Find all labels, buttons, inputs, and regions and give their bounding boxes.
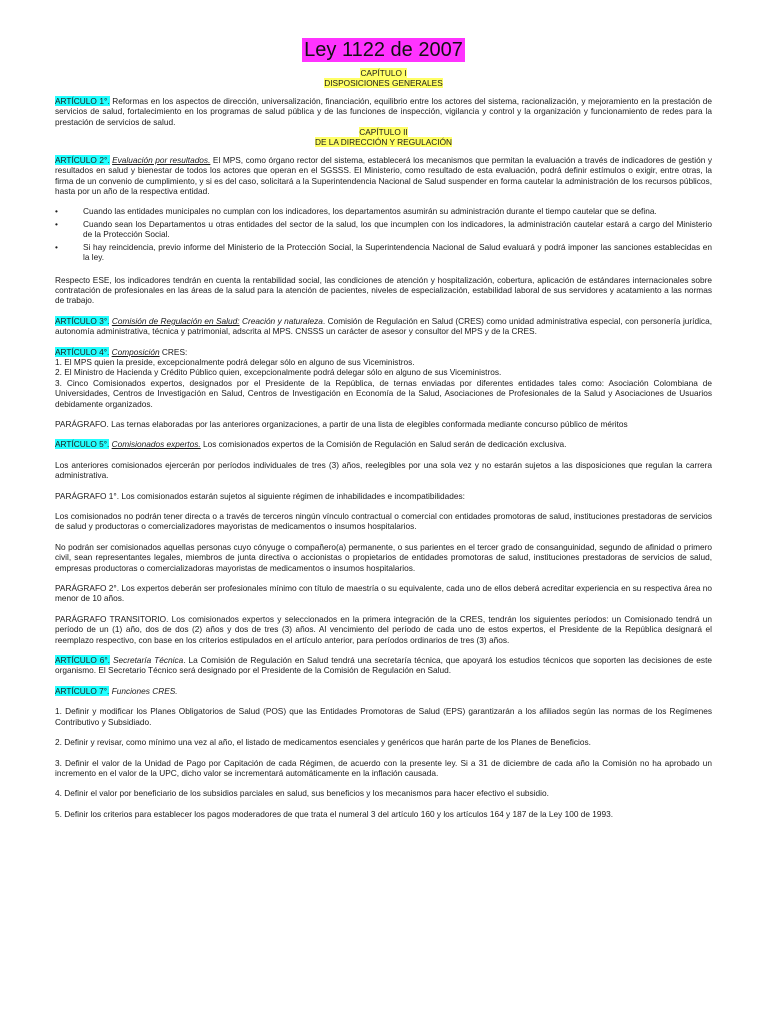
chapter-1-name: DISPOSICIONES GENERALES (324, 78, 443, 89)
article-4-paragrafo: PARÁGRAFO. Las ternas elaboradas por las anteriores organizaciones, a partir de una lista de elegibles conformada mediante concurso público de méritos (55, 418, 628, 429)
article-4: ARTÍCULO 4°. Composición CRES: (55, 346, 188, 357)
article-5-label: ARTÍCULO 5°. (55, 439, 110, 450)
article-2-label: ARTÍCULO 2°. (55, 154, 110, 165)
document-page (55, 38, 712, 819)
list-item: • Si hay reincidencia, previo informe del Ministerio de la Protección Social, la Superintendencia Nacional de Salud evaluará y podrá imponer las sanciones establecidas en la ley. (55, 241, 712, 263)
article-4-item-1: 1. El MPS quien la preside, excepcionalmente podrá delegar sólo en alguno de sus Viceministros. (55, 356, 415, 367)
article-7-item-5: 5. Definir los criterios para establecer los pagos moderadores de que trata el numeral 3 del artículo 160 y los artículos 164 y 187 de la Ley 100 de 1993. (55, 808, 614, 819)
article-6-label: ARTÍCULO 6°. (55, 655, 110, 666)
article-1-label: ARTÍCULO 1°. (55, 95, 110, 106)
article-5: ARTÍCULO 5°. Comisionados expertos. Los comisionados expertos de la Comisión de Regulación en Salud serán de dedicación exclusiva. (55, 439, 567, 450)
article-5-p4: No podrán ser comisionados aquellas personas cuyo cónyuge o compañero(a) permanente, o sus parientes en el tercer grado de consanguinidad, segundo de afinidad o primero civil, sean representantes legales, miembros de junta directiva o accionistas o propietarios de entidades promotoras de salud, instituciones prestadoras de servicios de salud, empresas productoras o comercializadoras mayoristas de medicamentos o insumos hospitalarios. (55, 541, 712, 573)
article-7-label: ARTÍCULO 7°. (55, 685, 110, 696)
article-7 (55, 686, 712, 696)
article-5-p5: PARÁGRAFO 2°. Los expertos deberán ser profesionales mínimo con título de maestría o su equivalente, cada uno de ellos deberá acreditar experiencia en su respectiva área no menor de 10 años. (55, 583, 712, 604)
article-2-heading: Evaluación por resultados. (112, 154, 211, 165)
article-2-ese: Respecto ESE, los indicadores tendrán en cuenta la rentabilidad social, las condiciones de atención y hospitalización, cobertura, aplicación de estándares internacionales sobre contratación de profesionales en las áreas de la salud para la atención de pacientes, niveles de especialización, estabilidad laboral de sus servidores y acatamiento a las normas de trabajo. (55, 274, 712, 306)
article-5-heading: Comisionados expertos. (111, 439, 201, 450)
article-5-p3: Los comisionados no podrán tener directa o a través de terceros ningún vínculo contractual o comercial con entidades promotoras de salud, instituciones prestadoras de servicios de salud y productoras o comercializadores mayoristas de medicamentos o insumos hospitalarios. (55, 511, 712, 532)
list-item: • Cuando sean los Departamentos u otras entidades del sector de la salud, los que incumplen con los indicadores, la administración cautelar estará a cargo del Ministerio de la Protección Social. (55, 218, 712, 240)
article-5-p1: Los anteriores comisionados ejercerán por períodos individuales de tres (3) años, reelegibles por una sola vez y no estarán sujetos a las disposiciones que regulan la carrera administrativa. (55, 459, 712, 481)
article-2-bullets (55, 206, 712, 262)
article-2: ARTÍCULO 2°. Evaluación por resultados. El MPS, como órgano rector del sistema, establecerá los mecanismos que permitan la evaluación a través de indicadores de gestión y resultados en salud y bienestar de todos los actores que operan en el SGSSS. El Ministerio, como resultado de esta evaluación, podrá definir estímulos o exigir, entre otras, la firma de un convenio de cumplimiento, y si es del caso, solicitará a la Superintendencia Nacional de Salud suspender en forma cautelar la administración de los recursos públicos, hasta por un año de la respectiva entidad. (55, 154, 712, 197)
bullet-icon: • (55, 241, 58, 252)
bullet-icon: • (55, 206, 58, 217)
article-4-label: ARTÍCULO 4°. (55, 346, 110, 357)
bullet-icon: • (55, 218, 58, 229)
article-7-item-2: 2. Definir y revisar, como mínimo una vez al año, el listado de medicamentos esenciales y genéricos que harán parte de los Planes de Beneficios. (55, 737, 591, 748)
article-7-heading: Funciones CRES. (109, 685, 178, 696)
article-3-heading: Comisión de Regulación en Salud: (111, 315, 240, 326)
article-4-heading: Composición (111, 346, 160, 357)
article-7-item-1: 1. Definir y modificar los Planes Obligatorios de Salud (POS) que las Entidades Promotoras de Salud (EPS) garantizarán a los afiliados según las normas de los Regímenes Contributivo y Subsidiado. (55, 706, 712, 727)
article-1: ARTÍCULO 1°. Reformas en los aspectos de dirección, universalización, financiación, equilibrio entre los actores del sistema, racionalización, y mejoramiento en la prestación de servicios de salud, fortalecimiento en los programas de salud pública y de las funciones de inspección, vigilancia y control y la organización y funcionamiento de redes para la prestación de servicios de salud. (55, 95, 712, 127)
article-5-p6: PARÁGRAFO TRANSITORIO. Los comisionados expertos y seleccionados en la primera integración de la CRES, tendrán los siguientes períodos: un Comisionado tendrá un período de un (1) año, dos de dos (2) años y dos de tres (3) años. Al vencimiento del período de cada uno de estos expertos, el Presidente de la República designará el reemplazo respectivo, con base en los criterios estipulados en el artículo anterior, para períodos ordinarios de tres (3) años. (55, 613, 712, 645)
list-item: • Cuando las entidades municipales no cumplan con los indicadores, los departamentos asumirán su administración durante el tiempo cautelar que se defina. (55, 206, 657, 217)
article-7-item-4: 4. Definir el valor por beneficiario de los subsidios parciales en salud, sus beneficios y los mecanismos para hacer efectivo el subsidio. (55, 788, 549, 799)
article-7-item-3: 3. Definir el valor de la Unidad de Pago por Capitación de cada Régimen, de acuerdo con la presente ley. Si a 31 de diciembre de cada año la Comisión no ha aprobado un incremento en el valor de la UPC, dicho valor se incrementará automáticamente en la inflación causada. (55, 757, 712, 778)
article-3: ARTÍCULO 3°. Comisión de Regulación en Salud: Creación y naturaleza. Comisión de Regulación en Salud (CRES) como unidad administrativa especial, con personería jurídica, autonomía administrativa, técnica y patrimonial, adscrita al MPS. CNSSS un carácter de asesor y consultor del MPS y de la CRES. (55, 315, 712, 337)
chapter-2-name: DE LA DIRECCIÓN Y REGULACIÓN (314, 137, 453, 148)
article-3-label: ARTÍCULO 3°. (55, 315, 110, 326)
article-5-p2: PARÁGRAFO 1°. Los comisionados estarán sujetos al siguiente régimen de inhabilidades e incompatibilidades: (55, 490, 465, 501)
title-wrap (55, 38, 712, 62)
document-title: Ley 1122 de 2007 (304, 39, 463, 61)
article-6-heading: Secretaría Técnica (112, 655, 184, 666)
article-4-item-2: 2. El Ministro de Hacienda y Crédito Público quien, excepcionalmente podrá delegar sólo en alguno de sus Viceministros. (55, 367, 502, 378)
chapter-2-label: CAPÍTULO II (359, 127, 408, 138)
article-6: ARTÍCULO 6°. Secretaría Técnica. La Comisión de Regulación en Salud tendrá una secretaría técnica, que apoyará los estudios técnicos que soporten las decisiones de este organismo. El Secretario Técnico será designado por el Presidente de la Comisión de Regulación en Salud. (55, 655, 712, 676)
chapter-1-label: CAPÍTULO I (360, 68, 407, 78)
article-4-item-3: 3. Cinco Comisionados expertos, designados por el Presidente de la República, de ternas enviadas por diferentes entidades tales como: Asociación Colombiana de Universidades, Centros de Investigación en Salud, Centros de Investigación en Economía de la Salud, Asociaciones de Profesionales de la Salud y Asociaciones de Usuarios debidamente organizados. (55, 377, 712, 409)
